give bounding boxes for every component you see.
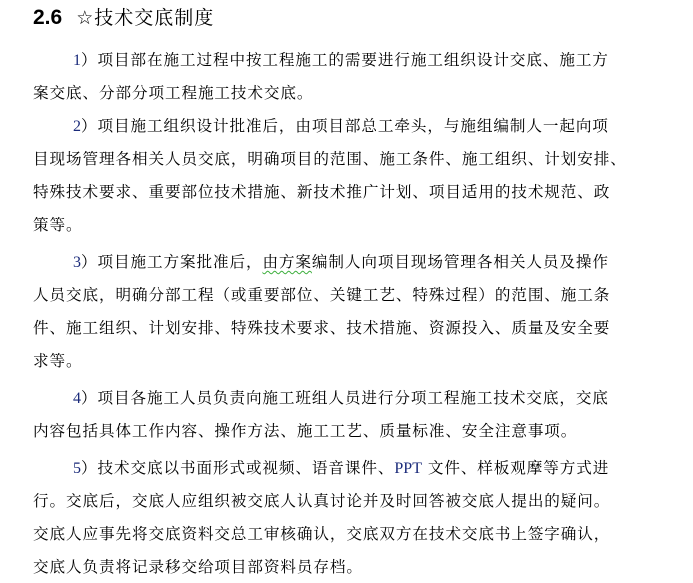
paragraph-2-line-2: 目现场管理各相关人员交底，明确项目的范围、施工条件、施工组织、计划安排、 (33, 150, 627, 168)
section-number: 2.6 (33, 6, 63, 29)
paragraph-3-line-1: 3）项目施工方案批准后，由方案编制人向项目现场管理各相关人员及操作 (73, 253, 609, 271)
paragraph-4-line-2: 内容包括具体工作内容、操作方法、施工工艺、质量标准、安全注意事项。 (33, 422, 578, 440)
paragraph-2-line-3: 特殊技术要求、重要部位技术措施、新技术推广计划、项目适用的技术规范、政 (33, 183, 611, 201)
paragraph-number: 3 (73, 254, 81, 271)
paragraph-5-line-2: 行。交底后，交底人应组织被交底人认真讨论并及时回答被交底人提出的疑问。 (33, 492, 611, 510)
paragraph-5-line-3: 交底人应事先将交底资料交总工审核确认，交底双方在技术交底书上签字确认， (33, 525, 611, 543)
paragraph-5-line-1: 5）技术交底以书面形式或视频、语音课件、PPT 文件、样板观摩等方式进 (73, 459, 610, 477)
paragraph-number: 1 (73, 52, 81, 69)
paragraph-5-line-4: 交底人负责将记录移交给项目部资料员存档。 (33, 558, 363, 576)
paragraph-2-line-4: 策等。 (33, 216, 83, 234)
paragraph-number: 2 (73, 118, 81, 135)
paragraph-2-line-1: 2）项目施工组织设计批准后，由项目部总工牵头，与施组编制人一起向项 (73, 117, 609, 135)
spellcheck-marked-text[interactable]: 由方案 (262, 253, 312, 271)
paragraph-4-line-1: 4）项目各施工人员负责向施工班组人员进行分项工程施工技术交底，交底 (73, 389, 609, 407)
latin-term: PPT (394, 460, 422, 477)
paragraph-3-line-4: 求等。 (33, 352, 83, 370)
paragraph-1-line-2: 案交底、分部分项工程施工技术交底。 (33, 84, 314, 102)
paragraph-3-line-2: 人员交底，明确分部工程（或重要部位、关键工艺、特殊过程）的范围、施工条 (33, 286, 611, 304)
section-title: ☆技术交底制度 (76, 7, 215, 29)
paragraph-number: 5 (73, 460, 81, 477)
section-heading (33, 3, 214, 31)
paragraph-number: 4 (73, 390, 81, 407)
paragraph-1-line-1: 1）项目部在施工过程中按工程施工的需要进行施工组织设计交底、施工方 (73, 51, 609, 69)
paragraph-3-line-3: 件、施工组织、计划安排、特殊技术要求、技术措施、资源投入、质量及安全要 (33, 319, 611, 337)
